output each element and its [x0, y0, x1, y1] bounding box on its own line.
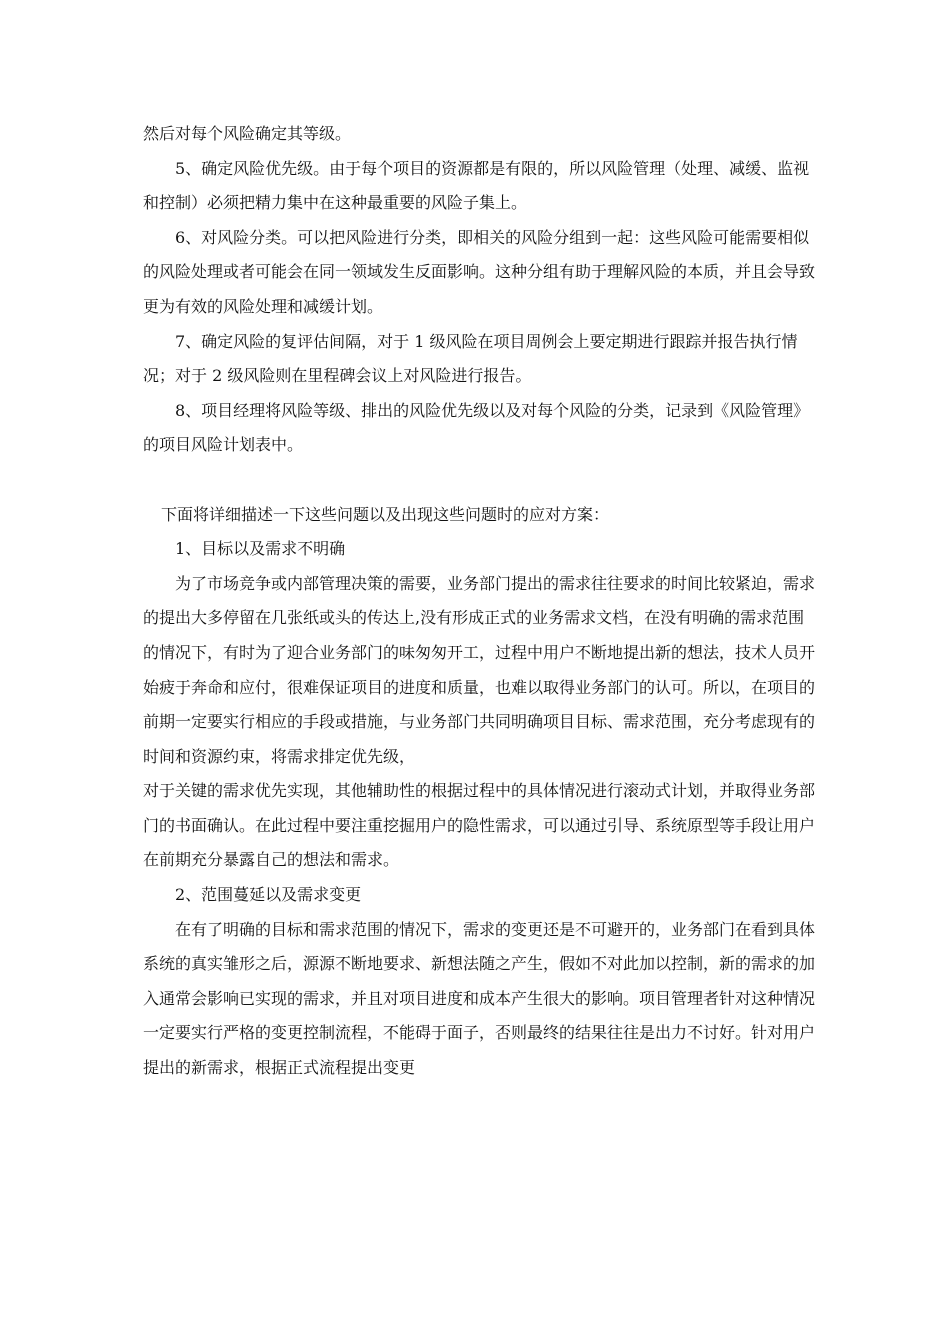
- heading-2-scope-creep: 2、范围蔓延以及需求变更: [175, 885, 362, 905]
- document-body: [143, 117, 815, 1086]
- paragraph-step-8-record: 8、项目经理将风险等级、排出的风险优先级以及对每个风险的分类，记录到《风险管理》的项目风险计划表中。: [143, 400, 810, 455]
- paragraph-scope-creep-body: 在有了明确的目标和需求范围的情况下，需求的变更还是不可避开的，业务部门在看到具体系统的真实雏形之后，源源不断地要求、新想法随之产生，假如不对此加以控制，新的需求的加入通常会影响已实现的需求，并且对项目进度和成本产生很大的影响。项目管理者针对这种情况一定要实行严格的变更控制流程，不能碍于面子，否则最终的结果往往是出力不讨好。针对用户提出的新需求，根据正式流程提出变更: [143, 919, 816, 1078]
- blank-line: [143, 463, 815, 498]
- paragraph-unclear-goals-continuation: 对于关键的需求优先实现，其他辅助性的根据过程中的具体情况进行滚动式计划，并取得业务部门的书面确认。在此过程中要注重挖掘用户的隐性需求，可以通过引导、系统原型等手段让用户在前期充分暴露自己的想法和需求。: [143, 781, 816, 870]
- paragraph-step-7-review-interval: 7、确定风险的复评估间隔，对于 1 级风险在项目周例会上要定期进行跟踪并报告执行情况；对于 2 级风险则在里程碑会议上对风险进行报告。: [143, 331, 798, 386]
- paragraph-risk-grade-continuation: 然后对每个风险确定其等级。: [143, 124, 352, 143]
- paragraph-unclear-goals-body: 为了市场竞争或内部管理决策的需要，业务部门提出的需求往往要求的时间比较紧迫，需求的提出大多停留在几张纸或头的传达上,没有形成正式的业务需求文档，在没有明确的需求范围的情况下，有时为了迎合业务部门的味匆匆开工，过程中用户不断地提出新的想法，技术人员开始疲于奔命和应付，很难保证项目的进度和质量，也难以取得业务部门的认可。所以，在项目的前期一定要实行相应的手段或措施，与业务部门共同明确项目目标、需求范围，充分考虑现有的时间和资源约束，将需求排定优先级，: [143, 573, 816, 766]
- paragraph-intro-problems: 下面将详细描述一下这些问题以及出现这些问题时的应对方案：: [161, 504, 610, 524]
- heading-1-unclear-goals: 1、目标以及需求不明确: [175, 539, 346, 559]
- paragraph-step-6-classify: 6、对风险分类。可以把风险进行分类，即相关的风险分组到一起：这些风险可能需要相似的风险处理或者可能会在同一领域发生反面影响。这种分组有助于理解风险的本质，并且会导致更为有效的风险处理和减缓计划。: [143, 227, 816, 316]
- paragraph-step-5-priority: 5、确定风险优先级。由于每个项目的资源都是有限的，所以风险管理（处理、减缓、监视和控制）必须把精力集中在这种最重要的风险子集上。: [143, 158, 810, 213]
